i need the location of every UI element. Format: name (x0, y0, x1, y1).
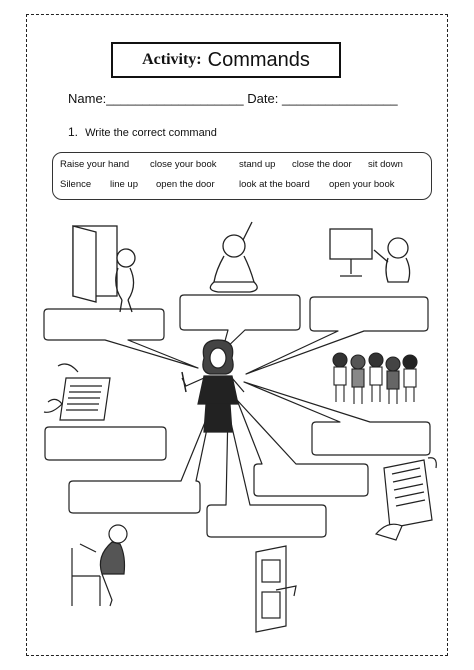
sit-down-picture (72, 525, 127, 606)
close-the-door-picture (256, 546, 296, 632)
line-up-picture (333, 353, 417, 404)
instruction-text: Write the correct command (85, 127, 217, 139)
open-the-door-picture (73, 226, 135, 312)
word-silence: Silence (60, 179, 92, 190)
look-at-the-board-picture (330, 229, 410, 282)
word-close-your-book: close your book (150, 159, 217, 170)
word-look-at-the-board: look at the board (239, 179, 310, 190)
word-sit-down: sit down (368, 159, 403, 170)
word-line-up: line up (110, 179, 138, 190)
name-date-line[interactable]: Name:___________________ Date: ________________ (68, 91, 398, 106)
word-close-the-door: close the door (292, 159, 352, 170)
raise-your-hand-picture (210, 222, 257, 292)
page-title: Commands (207, 48, 310, 71)
answer-bubble-top-center[interactable] (180, 295, 300, 352)
open-your-book-picture (376, 458, 436, 540)
instruction-number: 1. (68, 125, 79, 139)
teacher-picture (182, 340, 244, 432)
word-stand-up: stand up (239, 159, 276, 170)
word-raise-your-hand: Raise your hand (60, 159, 130, 170)
word-open-your-book: open your book (329, 179, 395, 190)
close-your-book-picture (44, 364, 110, 420)
title-label: Activity: (142, 51, 202, 68)
word-open-the-door: open the door (156, 179, 215, 190)
answer-bubble-top-left[interactable] (44, 309, 198, 368)
answer-bubble-middle-left[interactable] (45, 427, 166, 460)
